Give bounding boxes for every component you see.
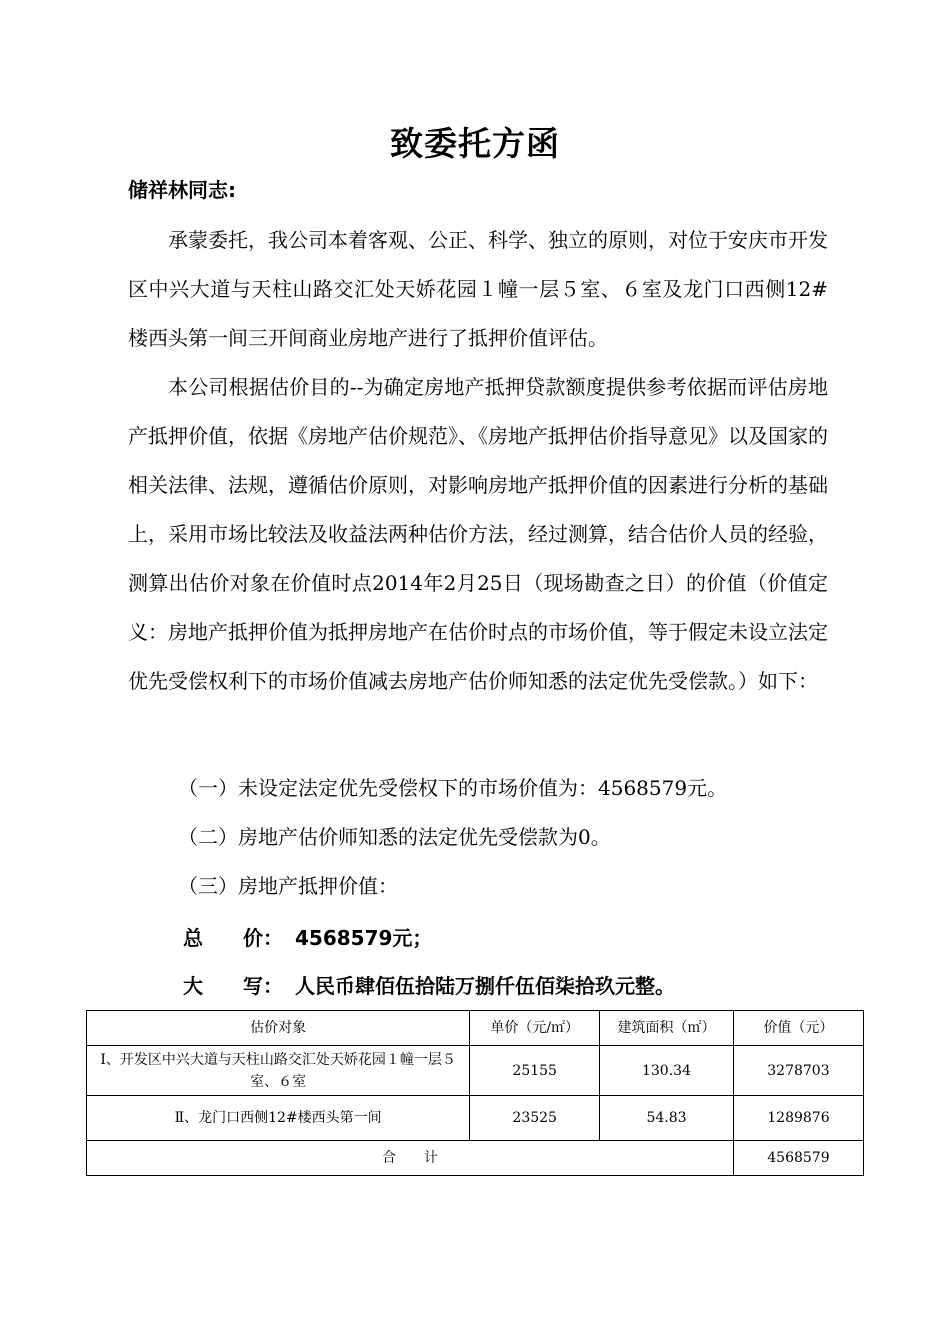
valuation-table bbox=[86, 1010, 864, 1176]
capital-amount-line bbox=[183, 970, 675, 999]
total-value-cell: 4568579 bbox=[733, 1141, 863, 1176]
total-price-label: 总 价： bbox=[183, 926, 283, 950]
header-area: 建筑面积（㎡） bbox=[600, 1011, 734, 1046]
total-price-value: 4568579元； bbox=[295, 926, 433, 950]
cell-object: Ⅰ、开发区中兴大道与天柱山路交汇处天娇花园１幢一层５室、６室 bbox=[87, 1046, 470, 1096]
item-mortgage-value: （三）房地产抵押价值： bbox=[178, 874, 398, 898]
header-unit-price: 单价（元/㎡） bbox=[470, 1011, 600, 1046]
salutation: 储祥林同志: bbox=[128, 178, 236, 202]
page-title: 致委托方函 bbox=[390, 124, 560, 163]
cell-unit-price: 25155 bbox=[470, 1046, 600, 1096]
table-row bbox=[87, 1096, 864, 1141]
cell-value: 1289876 bbox=[733, 1096, 863, 1141]
capital-amount-label: 大 写： bbox=[183, 974, 283, 998]
total-label-cell: 合 计 bbox=[87, 1141, 734, 1176]
item-market-value: （一）未设定法定优先受偿权下的市场价值为：4568579元。 bbox=[178, 776, 728, 800]
cell-unit-price: 23525 bbox=[470, 1096, 600, 1141]
capital-amount-value: 人民币肆佰伍拾陆万捌仟伍佰柒拾玖元整。 bbox=[295, 974, 675, 998]
item-priority-payment: （二）房地产估价师知悉的法定优先受偿款为0。 bbox=[178, 825, 611, 849]
cell-area: 54.83 bbox=[600, 1096, 734, 1141]
total-price-line bbox=[183, 922, 432, 951]
paragraph-commission: 承蒙委托，我公司本着客观、公正、科学、独立的原则，对位于安庆市开发区中兴大道与天柱山路交汇处天娇花园１幢一层５室、６室及龙门口西侧12#楼西头第一间三开间商业房地产进行了抵押价值评估。 bbox=[128, 228, 828, 350]
table-total-row bbox=[87, 1141, 864, 1176]
cell-value: 3278703 bbox=[733, 1046, 863, 1096]
table-row bbox=[87, 1046, 864, 1096]
cell-area: 130.34 bbox=[600, 1046, 734, 1096]
paragraph-method: 本公司根据估价目的--为确定房地产抵押贷款额度提供参考依据而评估房地产抵押价值，依据《房地产估价规范》、《房地产抵押估价指导意见》以及国家的相关法律、法规，遵循估价原则，对影响房地产抵押价值的因素进行分析的基础上，采用市场比较法及收益法两种估价方法，经过测算，结合估价人员的经验，测算出估价对象在价值时点2014年2月25日（现场勘查之日）的价值（价值定义：房地产抵押价值为抵押房地产在估价时点的市场价值，等于假定未设立法定优先受偿权利下的市场价值减去房地产估价师知悉的法定优先受偿款。）如下： bbox=[128, 375, 828, 693]
cell-object: Ⅱ、龙门口西侧12#楼西头第一间 bbox=[87, 1096, 470, 1141]
header-value: 价值（元） bbox=[733, 1011, 863, 1046]
table-header-row bbox=[87, 1011, 864, 1046]
header-object: 估价对象 bbox=[87, 1011, 470, 1046]
